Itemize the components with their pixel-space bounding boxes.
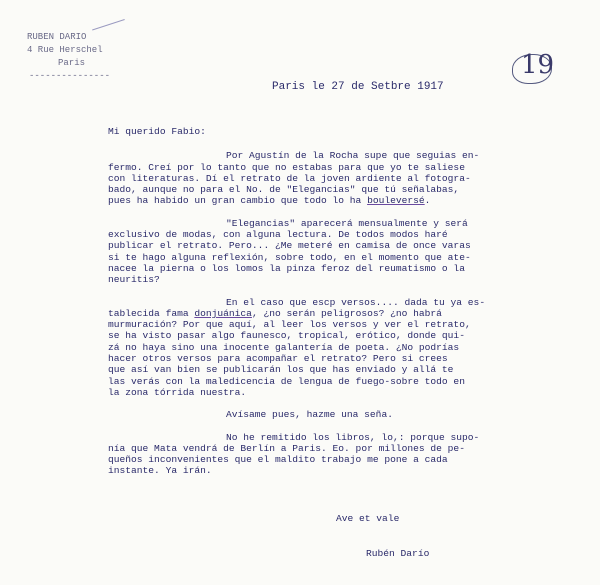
text-line: "Elegancias" aparecerá mensualmente y será bbox=[226, 217, 468, 229]
paragraph-2 bbox=[108, 218, 554, 286]
text-line: Por Agustín de la Rocha supe que seguias en- bbox=[226, 150, 480, 162]
letterhead-rule: --------------- bbox=[29, 71, 111, 81]
closing: Ave et vale bbox=[336, 513, 400, 524]
text-segment: tablecida fama bbox=[108, 307, 195, 319]
text-line: exclusivo de modas, con alguna lectura. De todos modos haré bbox=[108, 229, 448, 241]
text-line: con literaturas. Dí el retrato de la joven ardiente al fotogra- bbox=[108, 172, 471, 184]
text-line: murmuración? Por que aquí, al leer los versos y ver el retrato, bbox=[108, 319, 471, 331]
paragraph-3 bbox=[108, 297, 554, 399]
text-line: hacer otros versos para acompañar el retrato? Pero si crees bbox=[108, 353, 448, 365]
text-line: se ha visto pasar algo faunesco, tropical, erótico, donde qui- bbox=[108, 330, 465, 342]
text-line: zá no haya sino una inocente galantería de poeta. ¿No podrías bbox=[108, 341, 460, 353]
letterhead-address: 4 Rue Herschel bbox=[27, 45, 103, 55]
text-line: si te hago alguna reflexión, sobre todo, en el momento que ate- bbox=[108, 251, 471, 263]
text-line: No he remitido los libros, lo,: porque supo- bbox=[226, 431, 480, 443]
letterhead bbox=[27, 31, 110, 83]
letter-body bbox=[108, 126, 554, 477]
text-line bbox=[108, 308, 554, 319]
page-number-text: 19 bbox=[521, 50, 555, 80]
text-segment: pues ha habido un gran cambio que todo lo ha bbox=[108, 195, 368, 207]
text-segment: . bbox=[424, 195, 431, 207]
paragraph-5 bbox=[108, 432, 554, 477]
underlined-word: bouleversé bbox=[367, 195, 425, 207]
text-line bbox=[108, 195, 554, 206]
signature: Rubén Darío bbox=[366, 548, 430, 559]
text-line: instante. Ya irán. bbox=[108, 465, 212, 477]
text-line: En el caso que escp versos.... dada tu ya es- bbox=[226, 296, 486, 308]
text-line: bado, aunque no para el No. de "Elegancias" que tú señalabas, bbox=[108, 184, 460, 196]
text-line: nacee la pierna o los lomos la pinza feroz del reumatismo o la bbox=[108, 262, 465, 274]
text-line: neuritis? bbox=[108, 274, 160, 286]
text-line: nía que Mata vendrá de Berlín a Paris. Eo. por millones de pe- bbox=[108, 442, 465, 454]
letterhead-name: RUBEN DARIO bbox=[27, 31, 110, 44]
text-line: queños inconvenientes que el maldito trabajo me pone a cada bbox=[108, 454, 448, 466]
text-line: las verás con la maledicencia de lengua de fuego-sobre todo en bbox=[108, 375, 465, 387]
paragraph-4: Avísame pues, hazme una seña. bbox=[226, 409, 393, 421]
page-number bbox=[514, 52, 554, 84]
letterhead-city: Paris bbox=[58, 58, 86, 68]
dateline: Paris le 27 de Setbre 1917 bbox=[272, 81, 444, 93]
salutation: Mi querido Fabio: bbox=[108, 126, 206, 137]
underlined-word: donjuánica bbox=[194, 307, 252, 319]
text-segment: , ¿no serán peligrosos? ¿no habrá bbox=[251, 307, 442, 319]
paragraph-1 bbox=[108, 150, 554, 206]
text-line: publicar el retrato. Pero... ¿Me meteré en camisa de once varas bbox=[108, 240, 471, 252]
text-line: la zona tórrida nuestra. bbox=[108, 386, 247, 398]
text-line: que así van bien se publicarán los que has enviado y allá te bbox=[108, 364, 454, 376]
text-line: fermo. Creí por lo tanto que no estabas para que yo te saliese bbox=[108, 161, 465, 173]
